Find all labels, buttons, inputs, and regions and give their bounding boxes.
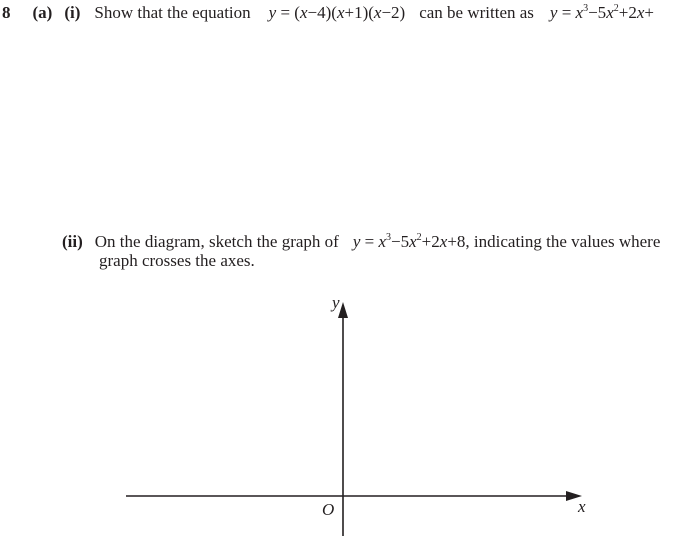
factored-equation: y = (x−4)(x+1)(x−2) (268, 3, 406, 22)
sub-ii-line-2: graph crosses the axes. (99, 251, 255, 270)
question-number: 8 (2, 3, 11, 22)
sub-i-text-middle: can be written as (419, 3, 534, 22)
sub-i-text-before: Show that the equation (94, 3, 251, 22)
sub-i-label: (i) (64, 3, 81, 22)
x-axis-label: x (578, 497, 586, 516)
sub-ii-text-after: , indicating the values where (465, 232, 661, 251)
sub-ii-text-before: On the diagram, sketch the graph of (94, 232, 339, 251)
part-a-label: (a) (32, 3, 53, 22)
y-axis-label: y (332, 293, 340, 312)
expanded-equation: $y = x^3-5x^2+2x+$ (549, 3, 654, 22)
sub-ii-label: (ii) (62, 232, 83, 251)
origin-label: O (322, 500, 335, 519)
sketch-equation: $y = x^3-5x^2+2x+8$ (352, 232, 466, 251)
